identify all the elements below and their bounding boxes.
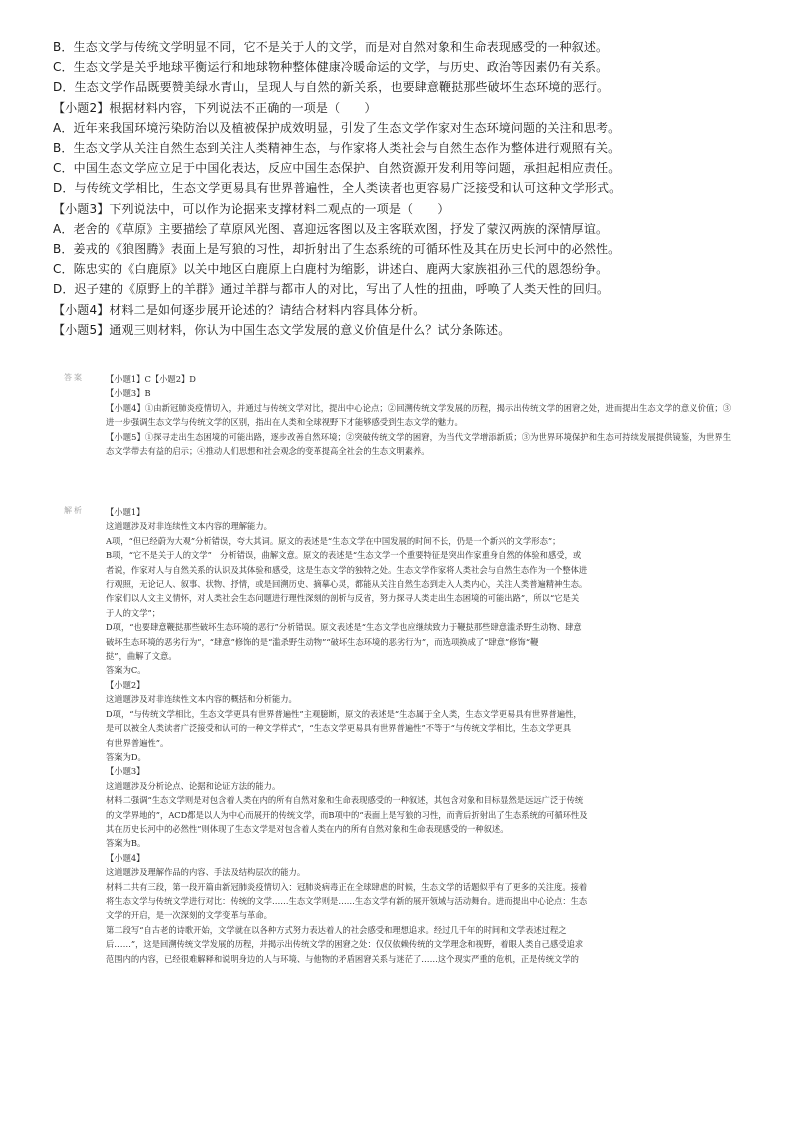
analysis-line: 将生态文学与传统文学进行对比：传统的文学……生态文学则是……生态文学有新的展开领域与活动舞台。进而提出中心论点：生态 — [106, 895, 588, 906]
analysis-line: 作家们以人文主义情怀，对人类社会生态问题进行理性深刻的剖析与反省，努力探寻人类走出生态困境的可能出路”，所以“它是关 — [106, 593, 580, 604]
question-line-2b: B．生态文学从关注自然生态到关注人类精神生态，与作家将人类社会与自然生态作为整体进行观照有关。 — [53, 141, 621, 156]
analysis-line: 答案为B。 — [106, 838, 146, 849]
analysis-line: 其在历史长河中的必然性”则体现了生态文学是对包含着人类在内的所有自然对象和生命表现感受的一种叙述。 — [106, 823, 509, 834]
analysis-line: A项，“但已经蔚为大观”分析错误，夸大其词。原文的表述是“生态文学在中国发展的时间不长，仍是一个新兴的文学形态”； — [106, 535, 561, 546]
analysis-line: 这道题涉及理解作品的内容、手法及结构层次的能力。 — [106, 867, 306, 878]
answer-q5: 【小题5】①探寻走出生态困境的可能出路，逐步改善自然环境；②突破传统文学的困窘，为当代文学增添新质；③为世界环境保护和生态可持续发展提供镜鉴，为世界生态文学带去有益的启示；④推动人们思想和社会观念的变革提高全社会的生态文明素养。 — [106, 431, 731, 457]
analysis-line: 材料二强调“生态文学则是对包含着人类在内的所有自然对象和生命表现感受的一种叙述，其包含对象和目标显然是远远广泛于传统 — [106, 795, 584, 806]
question-line-3d: D．迟子建的《原野上的羊群》通过羊群与都市人的对比，写出了人性的扭曲，呼唤了人类天性的回归。 — [53, 282, 610, 297]
analysis-line: 于人的文学”； — [106, 607, 161, 618]
question-line-1b: B．生态文学与传统文学明显不同，它不是关于人的文学，而是对自然对象和生命表现感受的一种叙述。 — [53, 40, 609, 54]
question-line-1c: C．生态文学是关乎地球平衡运行和地球物种整体健康冷暖命运的文学，与历史、政治等因素仍有关系。 — [53, 60, 609, 75]
analysis-line: 挞”，曲解了文意。 — [106, 651, 177, 662]
answer-line-1: 【小题1】C【小题2】D — [106, 374, 196, 384]
question-line-3b: B．姜戎的《狼图腾》表面上是写狼的习性，却折射出了生态系统的可循环性及其在历史长河中的必然性。 — [53, 242, 621, 257]
question-4-stem: 【小题4】材料二是如何逐步展开论述的？请结合材料内容具体分析。 — [53, 302, 426, 317]
analysis-label: 解析 — [64, 506, 84, 515]
analysis-line: 这道题涉及分析论点、论据和论证方法的能力。 — [106, 780, 281, 791]
analysis-line: 的文学界地的”，ACD都是以人为中心而展开的传统文学，而B项中的“表面上是写狼的习性，而背后折射出了生态系统的可循环性及 — [106, 809, 588, 820]
analysis-line: 【小题4】 — [106, 852, 145, 863]
answer-line-2: 【小题3】B — [106, 388, 151, 399]
question-line-2a: A．近年来我国环境污染防治以及植被保护成效明显，引发了生态文学作家对生态环境问题的关注和思考。 — [53, 120, 621, 135]
analysis-line: 【小题3】 — [106, 766, 145, 777]
answer-q4: 【小题4】①由新冠肺炎疫情切入，并通过与传统文学对比，提出中心论点；②回溯传统文学发展的历程，揭示出传统文学的困窘之处，进而提出生态文学的意义价值；③进一步强调生态文学与传统文学的区别，指出在人类和全球视野下才能够感受到生态文学的魅力。 — [106, 402, 731, 428]
analysis-line: D项，“也要肆意鞭挞那些破坏生态环境的恶行”分析错误。原文表述是“生态文学也应继续致力于鞭挞那些肆意滥杀野生动物、肆意 — [106, 622, 582, 633]
answer-label: 答案 — [64, 373, 84, 382]
analysis-line: 后……”，这是回溯传统文学发展的历程，并揭示出传统文学的困窘之处：仅仅依赖传统的文学理念和视野，着眼人类自己感受追求 — [106, 939, 584, 950]
analysis-line: 范围内的内容，已经很难解释和说明身边的人与环境、与他物的矛盾困窘关系与迷茫了……这个现实严重的危机，正是传统文学的 — [106, 953, 579, 964]
question-options — [53, 37, 753, 340]
analysis-line: 材料二共有三段，第一段开篇由新冠肺炎疫情切入：冠肺炎病毒正在全球肆虐的时候，生态文学的话题似乎有了更多的关注度。接着 — [106, 881, 588, 892]
analysis-line: 【小题1】 — [106, 507, 145, 517]
analysis-line: D项，“与传统文学相比，生态文学更具有世界普遍性”主观臆断，原文的表述是“生态属于全人类，生态文学更易具有世界普遍性， — [106, 708, 582, 719]
analysis-line: 文学的开启，是一次深刻的文学变革与革命。 — [106, 910, 272, 921]
analysis-line: 【小题2】 — [106, 679, 145, 690]
analysis-line: 第二段写“自古老的诗歌开始，文学就在以各种方式努力表达着人的社会感受和理想追求。经过几千年的时间和文学表述过程之 — [106, 924, 567, 935]
analysis-line: 这道题涉及对非连续性文本内容的概括和分析能力。 — [106, 694, 297, 705]
question-5-stem: 【小题5】通观三则材料，你认为中国生态文学发展的意义价值是什么？试分条陈述。 — [53, 322, 511, 337]
question-line-2d: D．与传统文学相比，生态文学更易具有世界普遍性，全人类读者也更容易广泛接受和认可这种文学形式。 — [53, 181, 622, 196]
analysis-line: 者说，作家对人与自然关系的认识及其体验和感受，这是生态文学的独特之处。生态文学作家将人类社会与自然生态作为一个整体进 — [106, 564, 588, 575]
question-line-3a: A．老舍的《草原》主要描绘了草原风光图、喜迎远客图以及主客联欢图，抒发了蒙汉两族的深情厚谊。 — [53, 221, 609, 236]
question-line-2c: C．中国生态文学应立足于中国化表达，反应中国生态保护、自然资源开发利用等问题，承担起相应责任。 — [53, 161, 621, 176]
analysis-line: 行观照，无论记人、叙事、状物、抒情，或是回溯历史、摘摹心灵，都能从关注自然生态到走入人类内心，关注人类普遍精神生态。 — [106, 579, 588, 590]
analysis-line: B项，“它不是关于人的文学” 分析错误，曲解文意。原文的表述是“生态文学一个重要特征是突出作家重身自然的体验和感受，或 — [106, 550, 582, 561]
analysis-line: 破坏生态环境的恶劣行为”，“肆意”修饰的是“滥杀野生动物”“破坏生态环境的恶劣行为”，而选项换成了“肆意”修饰“鞭 — [106, 636, 539, 647]
question-line-3c: C．陈忠实的《白鹿原》以关中地区白鹿原上白鹿村为缩影，讲述白、鹿两大家族祖孙三代的恩怨纷争。 — [53, 262, 609, 277]
question-2-stem: 【小题2】根据材料内容，下列说法不正确的一项是（ ） — [53, 100, 377, 115]
question-line-1d: D．生态文学作品既要赞美绿水青山，呈现人与自然的新关系，也要肆意鞭挞那些破坏生态环境的恶行。 — [53, 80, 610, 95]
analysis-line: 答案为C。 — [106, 665, 146, 676]
analysis-line: 有世界普遍性”。 — [106, 737, 169, 748]
analysis-line: 答案为D。 — [106, 751, 146, 762]
question-3-stem: 【小题3】下列说法中，可以作为论据来支撑材料二观点的一项是（ ） — [53, 201, 450, 216]
analysis-line: 是可以被全人类读者广泛接受和认可的一种文学样式”，“生态文学更易具有世界普遍性”不等于“与传统文学相比，生态文学更具 — [106, 723, 572, 734]
analysis-line: 这道题涉及对非连续性文本内容的理解能力。 — [106, 521, 272, 532]
